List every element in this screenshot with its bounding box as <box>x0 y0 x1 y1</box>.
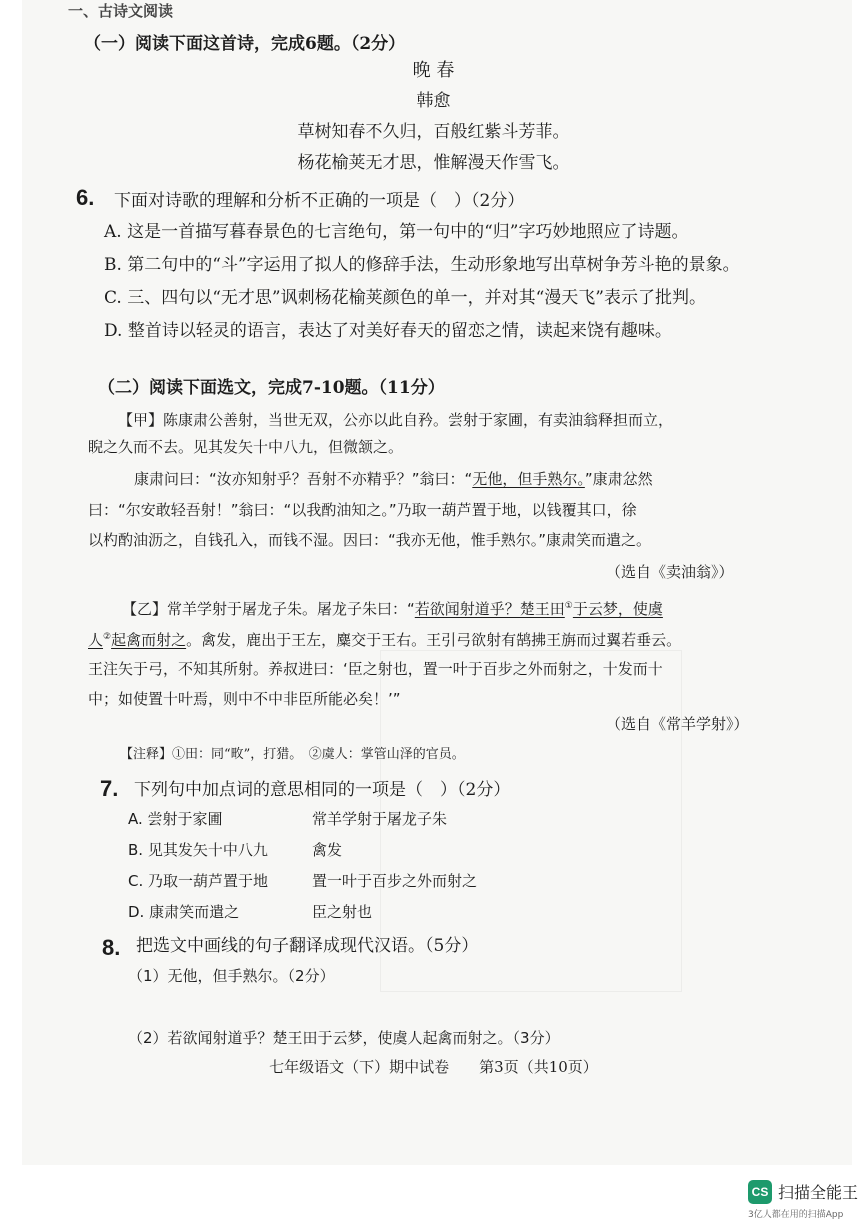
passage-jia-line-1: 【甲】陈康肃公善射，当世无双，公亦以此自矜。尝射于家圃，有卖油翁释担而立， <box>118 411 674 429</box>
annotation-notes: 【注释】①田：同“畋”，打猎。 ②虞人：掌管山泽的官员。 <box>120 747 465 762</box>
question-6-option-b: B. 第二句中的“斗”字运用了拟人的修辞手法，生动形象地写出草树争芳斗艳的景象。 <box>104 255 740 275</box>
question-6-number: 6. <box>76 185 95 210</box>
question-7-row-d-right: 臣之射也 <box>312 903 373 921</box>
part2-title: （二）阅读下面选文，完成7-10题。（11分） <box>98 378 445 398</box>
passage-yi-line-2: 人②起禽而射之。禽发，鹿出于王左，麋交于王右。王引弓欲射有鹄拂王旃而过翼若垂云。 <box>88 631 682 649</box>
passage-yi-source: （选自《常羊学射》） <box>606 715 749 733</box>
question-7-row-d-left: D. 康肃笑而遣之 <box>128 903 240 921</box>
part1-title: （一）阅读下面这首诗，完成6题。（2分） <box>84 34 406 54</box>
passage-jia-line-4: 曰：“尔安敢轻吾射！”翁曰：“以我酌油知之。”乃取一葫芦置于地，以钱覆其口，徐 <box>88 501 637 519</box>
question-7-row-a-left: A. 尝射于家圃 <box>128 810 223 828</box>
camscanner-tagline: 3亿人都在用的扫描App <box>748 1210 844 1220</box>
underlined-sentence-1: 无他，但手熟尔。 <box>472 470 585 488</box>
passage-jia-line-2: 睨之久而不去。见其发矢十中八九，但微颔之。 <box>88 438 404 456</box>
question-6-option-c: C. 三、四句以“无才思”讽刺杨花榆荚颜色的单一，并对其“漫天飞”表示了批判。 <box>104 288 706 308</box>
poem-author: 韩愈 <box>416 91 451 111</box>
question-8-sub-2: （2）若欲闻射道乎？楚王田于云梦，使虞人起禽而射之。（3分） <box>128 1029 560 1047</box>
page-footer: 七年级语文（下）期中试卷 第3页（共10页） <box>269 1058 598 1076</box>
question-7-row-c-left: C. 乃取一葫芦置于地 <box>128 872 269 890</box>
question-7-row-b-right: 禽发 <box>312 841 343 859</box>
question-7-row-b-left: B. 见其发矢十中八九 <box>128 841 268 859</box>
passage-yi-line-1: 【乙】常羊学射于屠龙子朱。屠龙子朱曰：“若欲闻射道乎？楚王田①于云梦，使虞 <box>122 600 663 618</box>
question-7-number: 7. <box>100 776 119 801</box>
passage-yi-line-3: 王注矢于弓，不知其所射。养叔进曰：‘臣之射也，置一叶于百步之外而射之，十发而十 <box>88 660 663 678</box>
question-8-number: 8. <box>102 935 121 960</box>
poem-line-1: 草树知春不久归，百般红紫斗芳菲。 <box>297 122 570 142</box>
question-6-stem: 下面对诗歌的理解和分析不正确的一项是（ ）（2分） <box>114 191 525 211</box>
question-8-sub-1: （1）无他，但手熟尔。（2分） <box>128 967 335 985</box>
poem-line-2: 杨花榆荚无才思，惟解漫天作雪飞。 <box>297 153 570 173</box>
question-6-option-a: A. 这是一首描写暮春景色的七言绝句，第一句中的“归”字巧妙地照应了诗题。 <box>104 222 689 242</box>
passage-yi-line-4: 中；如使置十叶焉，则中不中非臣所能必矣！’” <box>88 690 401 708</box>
poem-title: 晚 春 <box>412 60 455 81</box>
camscanner-logo-icon: CS <box>748 1180 772 1204</box>
question-8-stem: 把选文中画线的句子翻译成现代汉语。（5分） <box>136 936 479 956</box>
camscanner-brand: 扫描全能王 <box>778 1183 859 1202</box>
question-7-row-a-right: 常羊学射于屠龙子朱 <box>312 810 448 828</box>
question-7-row-c-right: 置一叶于百步之外而射之 <box>312 872 478 890</box>
section-title: 一、古诗文阅读 <box>68 2 174 20</box>
passage-jia-line-3: 康肃问曰：“汝亦知射乎？吾射不亦精乎？”翁曰：“无他，但手熟尔。”康肃忿然 <box>134 470 653 488</box>
passage-jia-line-5: 以杓酌油沥之，自钱孔入，而钱不湿。因曰：“我亦无他，惟手熟尔。”康肃笑而遣之。 <box>88 531 652 549</box>
question-6-option-d: D. 整首诗以轻灵的语言，表达了对美好春天的留恋之情，读起来饶有趣味。 <box>104 321 672 341</box>
passage-jia-source: （选自《卖油翁》） <box>606 563 734 581</box>
underlined-sentence-2a: 若欲闻射道乎？楚王田 <box>414 600 565 618</box>
underlined-sentence-2b: 起禽而射之 <box>111 631 187 649</box>
question-7-stem: 下列句中加点词的意思相同的一项是（ ）（2分） <box>134 780 511 800</box>
